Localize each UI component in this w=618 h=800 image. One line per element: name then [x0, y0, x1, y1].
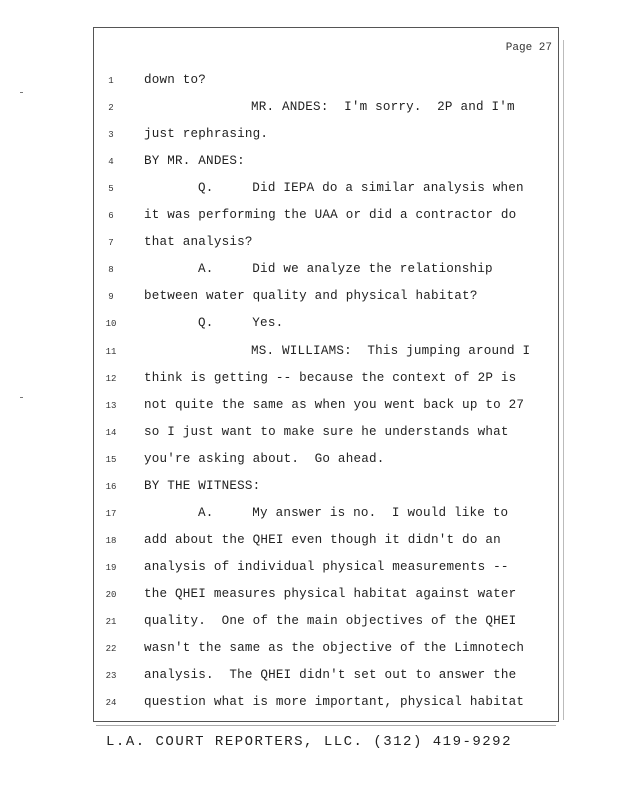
transcript-line: it was performing the UAA or did a contractor do [144, 208, 517, 223]
line-number: 1 [108, 76, 114, 86]
transcript-line: that analysis? [144, 235, 253, 250]
scan-artifact [20, 397, 23, 398]
line-number: 10 [105, 319, 117, 330]
transcript-line: so I just want to make sure he understands what [144, 424, 509, 439]
line-number: 16 [105, 481, 117, 492]
reporter-footer: L.A. COURT REPORTERS, LLC. (312) 419-9292 [106, 734, 512, 750]
transcript-page [93, 27, 559, 722]
line-number: 20 [105, 589, 117, 600]
line-number: 18 [105, 535, 117, 546]
line-number: 5 [108, 184, 114, 195]
line-number: 15 [105, 454, 117, 465]
line-number: 14 [105, 427, 117, 438]
line-number: 22 [105, 644, 117, 655]
transcript-line: just rephrasing. [144, 127, 269, 142]
line-number: 19 [105, 562, 117, 573]
line-number: 8 [108, 265, 114, 276]
line-number: 23 [105, 671, 117, 682]
transcript-line: Q. Did IEPA do a similar analysis when [198, 181, 524, 196]
transcript-line: A. Did we analyze the relationship [198, 262, 493, 277]
transcript-line: BY THE WITNESS: [144, 478, 261, 493]
line-number: 21 [105, 617, 117, 627]
transcript-line: MS. WILLIAMS: This jumping around I [251, 343, 531, 358]
line-number: 24 [105, 698, 117, 709]
transcript-line: between water quality and physical habitat? [144, 289, 478, 304]
transcript-line: BY MR. ANDES: [144, 154, 245, 169]
transcript-line: you're asking about. Go ahead. [144, 451, 385, 466]
transcript-line: analysis. The QHEI didn't set out to answer the [144, 668, 517, 683]
line-number: 13 [105, 400, 117, 411]
transcript-line: the QHEI measures physical habitat against water [144, 586, 517, 601]
line-number: 2 [108, 103, 114, 114]
transcript-line: A. My answer is no. I would like to [198, 505, 509, 520]
scan-artifact [563, 40, 564, 720]
transcript-line: not quite the same as when you went back up to 27 [144, 397, 525, 412]
line-number: 11 [105, 346, 117, 357]
transcript-line: quality. One of the main objectives of the QHEI [144, 614, 517, 628]
transcript-line: think is getting -- because the context of 2P is [144, 370, 517, 385]
line-number: 12 [105, 373, 117, 384]
line-number: 9 [108, 292, 114, 303]
line-number: 4 [108, 157, 114, 168]
transcript-line: Q. Yes. [198, 316, 284, 331]
transcript-line: MR. ANDES: I'm sorry. 2P and I'm [251, 100, 515, 115]
line-number: 3 [108, 130, 114, 141]
line-number: 17 [105, 508, 117, 519]
transcript-line: wasn't the same as the objective of the Limnotech [144, 641, 525, 656]
scan-artifact [20, 92, 23, 93]
line-number: 6 [108, 211, 114, 222]
transcript-line: down to? [144, 73, 207, 87]
line-number: 7 [108, 238, 114, 249]
page-number: Page 27 [505, 42, 552, 54]
transcript-line: analysis of individual physical measurements -- [144, 559, 509, 574]
transcript-line: add about the QHEI even though it didn't do an [144, 532, 501, 547]
transcript-line: question what is more important, physical habitat [144, 695, 525, 710]
scan-artifact [96, 725, 556, 726]
